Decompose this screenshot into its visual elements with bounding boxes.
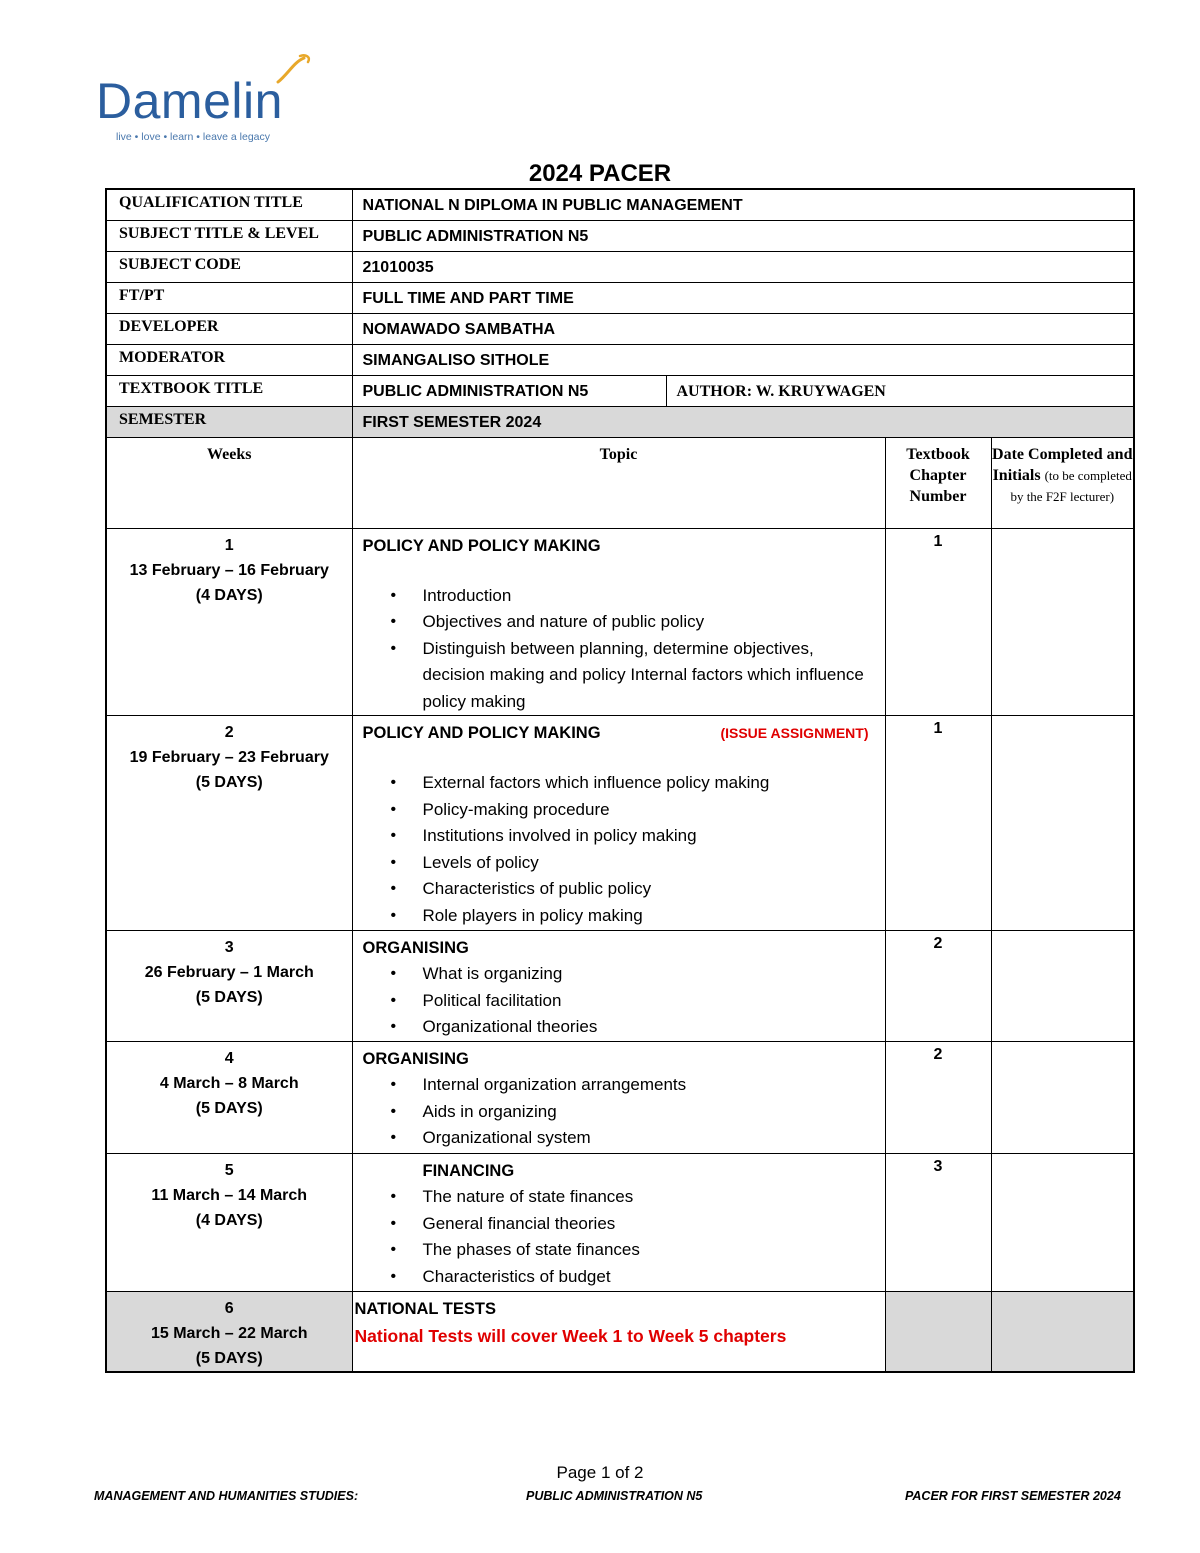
week-number: 3 — [224, 939, 234, 956]
date-completed-cell[interactable] — [991, 528, 1134, 716]
topic-title: POLICY AND POLICY MAKING (ISSUE ASSIGNMENT) — [363, 721, 881, 746]
topic-list — [363, 770, 881, 929]
list-item: • Internal organization arrangements — [363, 1072, 881, 1099]
damelin-logo — [96, 52, 346, 144]
topic-list — [363, 1184, 881, 1290]
chapter-number: 1 — [885, 528, 991, 716]
week-row — [106, 1292, 1134, 1373]
week-cell — [106, 1042, 352, 1154]
topic-title: POLICY AND POLICY MAKING — [362, 536, 601, 555]
week-number: 4 — [224, 1050, 234, 1067]
topic-title: ORGANISING — [362, 1050, 469, 1068]
date-completed-cell[interactable] — [991, 1154, 1134, 1292]
topic-header: Topic — [352, 437, 885, 528]
list-item: • The nature of state finances — [363, 1184, 881, 1211]
date-completed-cell[interactable] — [991, 1042, 1134, 1154]
list-item: • Objectives and nature of public policy — [363, 609, 881, 636]
chapter-number: 2 — [885, 1042, 991, 1154]
date-completed-cell[interactable] — [991, 716, 1134, 931]
info-label: SUBJECT CODE — [106, 251, 352, 282]
info-row — [106, 375, 1134, 406]
list-item: • Policy-making procedure — [363, 797, 881, 824]
footer-right: PACER FOR FIRST SEMESTER 2024 — [905, 1489, 1121, 1503]
column-header-row — [106, 437, 1134, 528]
info-value: PUBLIC ADMINISTRATION N5 — [352, 375, 666, 406]
info-label: QUALIFICATION TITLE — [106, 189, 352, 220]
list-item: • Political facilitation — [363, 988, 881, 1015]
week-cell — [106, 528, 352, 716]
topic-cell — [352, 1292, 885, 1373]
info-value: SIMANGALISO SITHOLE — [352, 344, 1134, 375]
list-item: • Characteristics of budget — [363, 1264, 881, 1291]
list-item: • External factors which influence policy making — [363, 770, 881, 797]
list-item: • Introduction — [363, 583, 881, 610]
chapter-number: 3 — [885, 1154, 991, 1292]
chapter-number: 1 — [885, 716, 991, 931]
week-row — [106, 1042, 1134, 1154]
logo-tagline: live • love • learn • leave a legacy — [116, 131, 271, 143]
list-item: • General financial theories — [363, 1211, 881, 1238]
topic-cell — [352, 1042, 885, 1154]
week-row — [106, 1154, 1134, 1292]
week-days: (5 DAYS) — [195, 989, 263, 1006]
list-item: • Distinguish between planning, determine objectives, decision making and policy Internal factors which influence policy making — [363, 636, 881, 716]
topic-list — [363, 961, 881, 1041]
week-row — [106, 528, 1134, 716]
info-label: MODERATOR — [106, 344, 352, 375]
topic-list — [363, 1072, 881, 1152]
week-days: (4 DAYS) — [195, 586, 263, 604]
page-title: 2024 PACER — [528, 160, 672, 187]
pacer-table — [105, 188, 1135, 1373]
info-label: SUBJECT TITLE & LEVEL — [106, 220, 352, 251]
week-number: 5 — [224, 1162, 234, 1179]
list-item: • Institutions involved in policy making — [363, 823, 881, 850]
info-label: DEVELOPER — [106, 313, 352, 344]
info-value: NATIONAL N DIPLOMA IN PUBLIC MANAGEMENT — [352, 189, 1134, 220]
week-cell — [106, 1292, 352, 1373]
week-row — [106, 716, 1134, 931]
date-completed-cell[interactable] — [991, 1292, 1134, 1373]
list-item: • Levels of policy — [363, 850, 881, 877]
topic-title: FINANCING — [422, 1162, 515, 1180]
week-cell — [106, 716, 352, 931]
week-dates: 19 February – 23 February — [129, 749, 329, 766]
date-completed-header — [991, 437, 1134, 528]
topic-title: ORGANISING — [362, 939, 469, 957]
info-label: TEXTBOOK TITLE — [106, 375, 352, 406]
week-cell — [106, 931, 352, 1042]
week-number: 2 — [224, 724, 234, 741]
list-item: • Organizational system — [363, 1125, 881, 1152]
week-cell — [106, 1154, 352, 1292]
issue-assignment-note: (ISSUE ASSIGNMENT) — [720, 725, 869, 741]
topic-title: NATIONAL TESTS — [354, 1300, 496, 1318]
date-completed-cell[interactable] — [991, 931, 1134, 1042]
info-row — [106, 313, 1134, 344]
national-tests-note: National Tests will cover Week 1 to Week 5 chapters — [354, 1326, 787, 1346]
week-dates: 26 February – 1 March — [144, 964, 314, 981]
page-number: Page 1 of 2 — [556, 1463, 644, 1482]
topic-cell — [352, 716, 885, 931]
info-value: FIRST SEMESTER 2024 — [352, 406, 1134, 437]
footer-center: PUBLIC ADMINISTRATION N5 — [526, 1489, 703, 1503]
list-item: • The phases of state finances — [363, 1237, 881, 1264]
logo-wordmark: Damelin — [96, 73, 283, 129]
week-days: (5 DAYS) — [195, 1100, 263, 1117]
topic-list — [363, 583, 881, 716]
date-completed-label: Date Completed and Initials — [992, 445, 1133, 484]
weeks-header: Weeks — [106, 437, 352, 528]
list-item: • Aids in organizing — [363, 1099, 881, 1126]
topic-cell — [352, 931, 885, 1042]
info-value: NOMAWADO SAMBATHA — [352, 313, 1134, 344]
week-number: 1 — [224, 536, 234, 554]
week-days: (5 DAYS) — [195, 1350, 263, 1367]
info-value: PUBLIC ADMINISTRATION N5 — [352, 220, 1134, 251]
chapter-header: Textbook Chapter Number — [885, 437, 991, 528]
week-days: (4 DAYS) — [195, 1212, 263, 1229]
info-row — [106, 251, 1134, 282]
week-dates: 11 March – 14 March — [151, 1187, 308, 1204]
week-dates: 15 March – 22 March — [150, 1325, 308, 1342]
textbook-author: AUTHOR: W. KRUYWAGEN — [666, 375, 1134, 406]
week-days: (5 DAYS) — [195, 774, 263, 791]
topic-cell — [352, 1154, 885, 1292]
info-label: FT/PT — [106, 282, 352, 313]
info-row — [106, 220, 1134, 251]
info-row — [106, 344, 1134, 375]
footer-left: MANAGEMENT AND HUMANITIES STUDIES: — [94, 1489, 359, 1503]
week-row — [106, 931, 1134, 1042]
info-row — [106, 282, 1134, 313]
week-number: 6 — [224, 1300, 234, 1317]
week-dates: 4 March – 8 March — [159, 1075, 299, 1092]
date-completed-note: (to be completed by the F2F lecturer) — [1010, 467, 1132, 504]
topic-cell — [352, 528, 885, 716]
chapter-number — [885, 1292, 991, 1373]
list-item: • Role players in policy making — [363, 903, 881, 930]
list-item: • What is organizing — [363, 961, 881, 988]
info-row — [106, 406, 1134, 437]
list-item: • Characteristics of public policy — [363, 876, 881, 903]
chapter-number: 2 — [885, 931, 991, 1042]
week-dates: 13 February – 16 February — [129, 561, 329, 579]
info-row — [106, 189, 1134, 220]
list-item: • Organizational theories — [363, 1014, 881, 1041]
info-value: FULL TIME AND PART TIME — [352, 282, 1134, 313]
info-label: SEMESTER — [106, 406, 352, 437]
info-value: 21010035 — [352, 251, 1134, 282]
